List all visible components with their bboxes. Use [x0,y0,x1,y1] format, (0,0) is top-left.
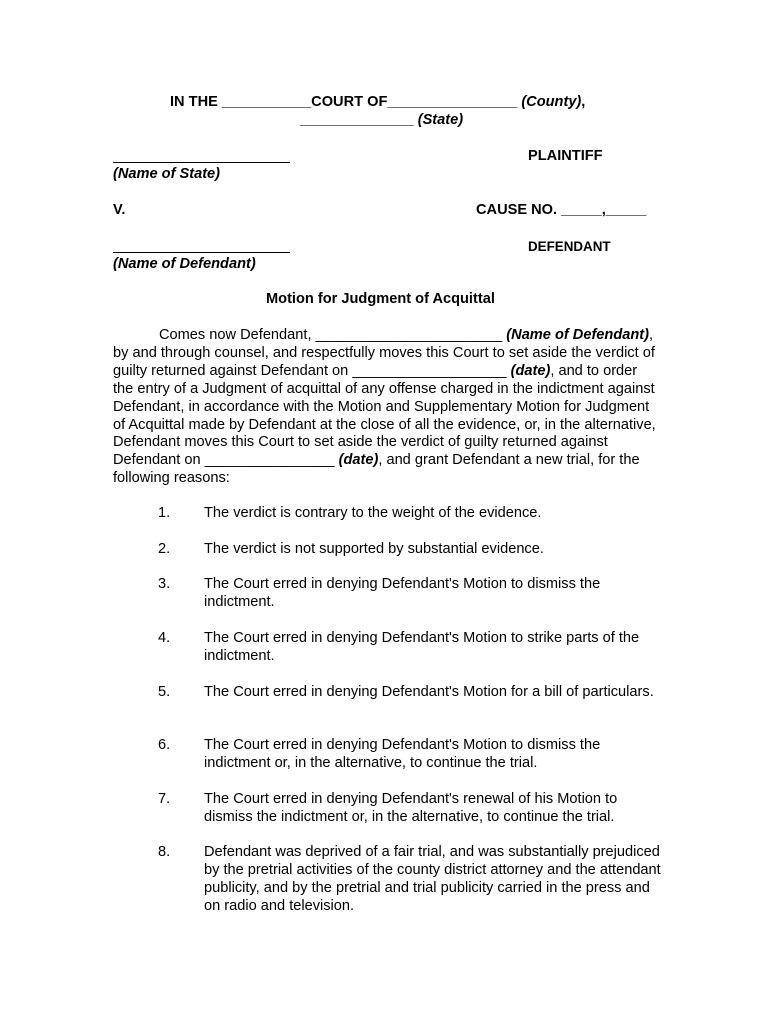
list-item-text: The Court erred in denying Defendant's Motion to strike parts of the indictment. [204,630,640,664]
document-title: Motion for Judgment of Acquittal [266,291,495,307]
caption-county-label: (County) [521,94,582,110]
list-item-number: 2. [158,541,171,557]
list-item-text: The Court erred in denying Defendant's Motion to dismiss the indictment. [204,576,601,610]
body-text-4: , and grant Defendant a new trial, for the following reasons: [113,452,640,487]
caption-line-2 [300,112,463,130]
body-paragraph [113,327,658,488]
caption-line-1 [170,94,585,112]
list-item-number: 8. [158,844,171,860]
defendant-name-label: (Name of Defendant) [113,256,256,272]
caption-court-text: IN THE ___________COURT OF________________ [170,94,518,110]
list-item-number: 4. [158,630,171,646]
body-text-1: Comes now Defendant, _______________________ [159,327,507,343]
cause-number: CAUSE NO. _____,_____ [476,202,647,218]
body-date-label-1: (date) [510,362,551,379]
list-item-text: The verdict is contrary to the weight of the evidence. [204,505,542,521]
list-item-number: 3. [158,576,171,592]
list-item-number: 1. [158,505,171,521]
body-defendant-name-label: (Name of Defendant) [506,327,649,343]
plaintiff-name-label: (Name of State) [113,166,221,182]
caption-comma: , [581,94,586,110]
caption-state-blank: ______________ [300,112,414,128]
plaintiff-label: PLAINTIFF [528,148,603,164]
defendant-signature-line [113,252,290,253]
list-item-number: 7. [158,791,171,807]
list-item-text: The Court erred in denying Defendant's Motion for a bill of particulars. [204,684,654,700]
list-item-text: Defendant was deprived of a fair trial, and was substantially prejudiced by the pretrial activities of the county district attorney and the attendant publicity, and by the pretrial and trial publicity carried in the press and on radio and television. [204,844,661,914]
body-text-3: , and to order the entry of a Judgment of acquittal of any offense charged in the indictment against Defendant, in accordance with the Motion and Supplementary Motion for Judgment of Acquittal made by Defendant at the close of all the evidence, or, in the alternative, Defendant moves this Court to set aside the verdict of guilty returned against Defendant on ________________ [113,362,656,469]
caption-state-label: (State) [417,112,464,128]
list-item-text: The verdict is not supported by substantial evidence. [204,541,544,557]
body-date-label-2: (date) [338,452,379,469]
list-item-text: The Court erred in denying Defendant's renewal of his Motion to dismiss the indictment or, in the alternative, to continue the trial. [204,791,618,825]
versus-label: V. [113,202,126,218]
body-text-2: , by and through counsel, and respectfully moves this Court to set aside the verdict of guilty returned against Defendant on ___________________ [113,327,655,379]
plaintiff-signature-line [113,162,290,163]
defendant-label: DEFENDANT [528,239,611,254]
list-item-number: 6. [158,737,171,753]
list-item-text: The Court erred in denying Defendant's Motion to dismiss the indictment or, in the alternative, to continue the trial. [204,737,601,771]
list-item-number: 5. [158,684,171,700]
